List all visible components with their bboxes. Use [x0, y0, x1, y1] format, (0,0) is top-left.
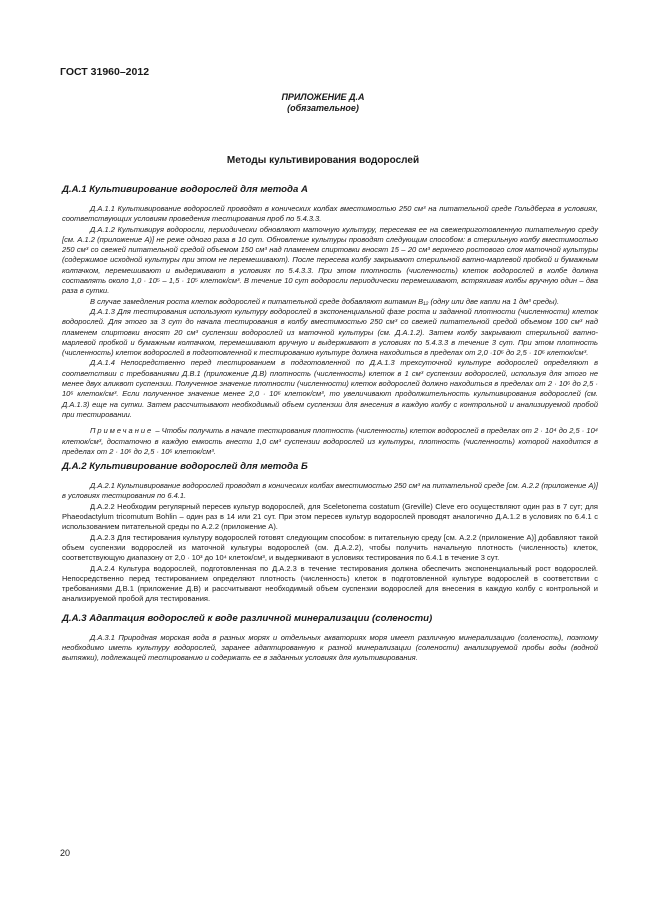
note-label: Примечание [90, 426, 154, 436]
paragraph-da3-1: Д.А.3.1 Природная морская вода в разных морях и отдельных акваториях моря имеет различную минерализацию (соленость), поэтому необходимо иметь культуру водорослей, заранее адаптированную к разной минерализации (солености) анализируемой пробы воды (водной вытяжки), подлежащей тестированию и содержать ее в заданных условиях для культивирования. [62, 632, 598, 663]
document-body [62, 180, 598, 664]
paragraph-da2-3: Д.А.2.3 Для тестирования культуру водорослей готовят следующим способом: в питательную среду [см. А.2.2 (приложение А)] добавляют такой объем суспензии водорослей из маточной культуры водорослей (см. Д.А.2.2), чтобы получить начальную плотность (численность) клеток, соответствующую диапазону от 2,0 · 10³ до 10⁴ клеток/см³, и выдерживают в условиях тестирования по 6.4.1 в течение 3 сут. [62, 532, 598, 563]
heading-da2: Д.А.2 Культивирование водорослей для метода Б [62, 461, 308, 473]
paragraph-da1-4: Д.А.1.4 Непосредственно перед тестированием в подготовленной по Д.А.1.3 трехсуточной культуре водорослей определяют в соответствии с требованиями Д.В.1 (приложение Д.В) плотность (численность) клеток в 1 см³ суспензии водорослей, используя для этого не менее двух аликвот суспензии. Полученное значение плотности (численности) клеток водорослей должно находиться в пределах от 2 · 10⁶ до 2,5 · 10⁶ клеток/см³. Если полученное значение менее 2,0 · 10⁶ клеток/см³, то увеличивают продолжительность культивирования водорослей (см. Д.А.1.3) еще на сутки. Затем рассчитывают необходимый объем суспензии для внесения в каждую колбу с контрольной и анализируемой пробой при тестировании. [62, 358, 598, 419]
heading-da3: Д.А.3 Адаптация водорослей к воде различной минерализации (солености) [62, 612, 433, 624]
document-header: ГОСТ 31960–2012 [60, 66, 150, 78]
paragraph-da2-1: Д.А.2.1 Культивирование водорослей проводят в конических колбах вместимостью 250 см³ на питательной среде [см. А.2.2 (приложение А)] в условиях тестирования по 6.4.1. [62, 481, 598, 501]
paragraph-da2-4: Д.А.2.4 Культура водорослей, подготовленная по Д.А.2.3 в течение тестирования должна обеспечить экспоненциальный рост водорослей. Непосредственно перед тестированием определяют плотность (численность) клеток в подготовленной культуре водорослей в соответствии с требованиями Д.В.1 (приложение Д.В) и рассчитывают необходимый объем суспензии водорослей для внесения в каждую колбу с контрольной и анализируемой пробой для тестирования. [62, 563, 598, 604]
heading-da1: Д.А.1 Культивирование водорослей для метода А [62, 184, 308, 195]
paragraph-da1-2: Д.А.1.2 Культивируя водоросли, периодически обновляют маточную культуру, пересевая ее на свежеприготовленную питательную среду [см. А.1.2 (приложение А)] не реже одного раза в 10 сут. Обновление культуры проводят следующим способом: в стерильную колбу вместимостью 250 см³ со свежей питательной средой объемом 150 см³ над пламенем спиртовки вносят 15 – 20 см³ верхнего ростового слоя маточной культуры (содержимое исходной культуры при этом не перемешивают). После пересева колбу закрывают стерильной ватно-марлевой пробкой и бумажным колпачком, перемешивают и выдерживают в условиях по 5.4.3.3. При этом плотность (численность) клеток водорослей в колбе должна составлять около 1,0 · 10⁵ – 1,5 · 10⁵ клеток/см³. В течение 10 сут водоросли периодически перемешивают, встряхивая колбы вручную один – два раза в сутки. [62, 224, 598, 296]
appendix-title: ПРИЛОЖЕНИЕ Д.А [281, 92, 365, 102]
section-title: Методы культивирования водорослей [226, 155, 420, 166]
note-da1 [62, 426, 598, 457]
appendix-status: (обязательное) [287, 103, 359, 113]
paragraph-da2-2: Д.А.2.2 Необходим регулярный пересев культур водорослей, для Sceletonema costatum (Greville) Cleve его осуществляют один раз в 7 сут; для Phaeodactylum tricomutum Bohlin – один раз в 14 или 21 сут. При этом пересев культур водорослей проводят аналогично Д.А.1.2 в условиях по 6.4.1 с использованием питательной среды по А.2.2 (приложение А). [62, 501, 598, 532]
paragraph-da1-1: Д.А.1.1 Культивирование водорослей проводят в конических колбах вместимостью 250 см³ на питательной среде Гольдберга в условиях, соответствующих условиям проведения тестирования проб по 5.4.3.3. [62, 204, 598, 224]
paragraph-vitamin: В случае замедления роста клеток водорослей к питательной среде добавляют витамин B₁₂ (одну или две капли на 1 дм³ среды). [90, 296, 560, 306]
paragraph-da1-3: Д.А.1.3 Для тестирования используют культуру водорослей в экспоненциальной фазе роста и заданной плотности (численности) клеток водорослей. Для этого за 3 сут до начала тестирования в колбу вместимостью 250 см³ со свежей питательной средой объемом 100 см³ над пламенем спиртовки вносят 20 см³ суспензии водорослей из маточной культуры (см. Д.А.1.2). Затем колбу закрывают стерильной ватно-марлевой пробкой и бумажным колпачком, перемешивают вручную и выдерживают в условиях по 5.4.3.3 в течение 3 сут. При этом плотность (численность) клеток водорослей в подготовленной к тестированию культуре должна находиться в пределах от 2,0 ·10⁶ до 2,5 · 10⁶ клеток/см³. [62, 306, 598, 358]
note-text: – Чтобы получить в начале тестирования плотность (численность) клеток водорослей в пределах от 2 · 10⁴ до 2,5 · 10⁴ клеток/см³, достаточно в каждую емкость внести 1,0 см³ суспензии водорослей из культуры, плотность (численность) которой находится в пределах от 2 · 10⁶ до 2,5 · 10⁶ клеток/см³. [62, 426, 598, 456]
appendix-title-block [0, 92, 646, 114]
page-number: 20 [60, 848, 71, 858]
